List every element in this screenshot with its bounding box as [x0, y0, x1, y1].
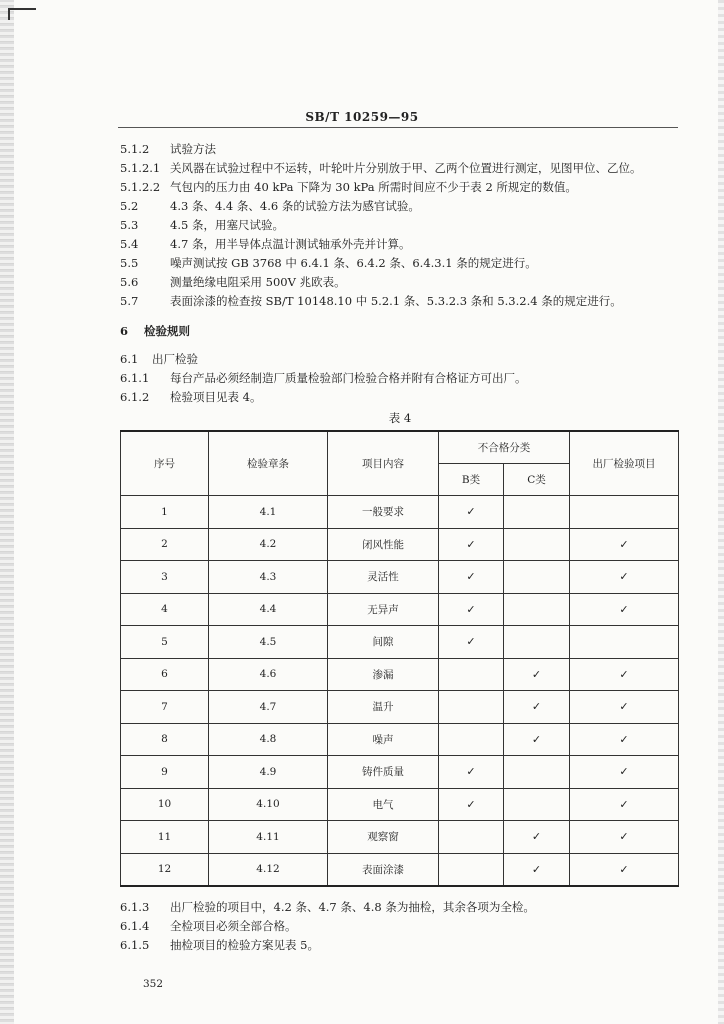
cell-b-check: ✓	[439, 528, 504, 561]
header-clause: 检验章条	[209, 431, 328, 496]
clause-number: 5.1.2	[120, 142, 150, 156]
cell-item: 铸件质量	[328, 756, 439, 789]
clause-number: 6.1.5	[120, 938, 150, 952]
table-row	[121, 626, 679, 659]
cell-seq: 2	[121, 528, 209, 561]
clause-text: 检验项目见表 4。	[170, 390, 262, 404]
cell-factory-check: ✓	[570, 658, 679, 691]
cell-item: 电气	[328, 788, 439, 821]
cell-seq: 5	[121, 626, 209, 659]
cell-b-check: ✓	[439, 626, 504, 659]
paragraph	[120, 237, 410, 251]
cell-b-check: ✓	[439, 561, 504, 594]
table-row	[121, 658, 679, 691]
cell-seq: 4	[121, 593, 209, 626]
page-header: SB/T 10259—95	[305, 110, 419, 124]
cell-b-check	[439, 658, 504, 691]
table-row	[121, 853, 679, 886]
cell-c-check	[504, 528, 570, 561]
table-row	[121, 561, 679, 594]
cell-seq: 12	[121, 853, 209, 886]
header-b-class: B类	[439, 464, 504, 496]
cell-c-check	[504, 756, 570, 789]
cell-seq: 10	[121, 788, 209, 821]
cell-b-check: ✓	[439, 788, 504, 821]
header-factory: 出厂检验项目	[570, 431, 679, 496]
header-seq: 序号	[121, 431, 209, 496]
cell-item: 噪声	[328, 723, 439, 756]
paragraph	[120, 938, 319, 952]
section-heading	[120, 324, 190, 338]
cell-factory-check: ✓	[570, 561, 679, 594]
cell-c-check: ✓	[504, 658, 570, 691]
scan-edge-left	[0, 0, 14, 1024]
table-row	[121, 821, 679, 854]
clause-number: 6.1.1	[120, 371, 150, 385]
table-row	[121, 496, 679, 529]
clause-text: 4.5 条，用塞尺试验。	[170, 218, 284, 232]
clause-number: 5.2	[120, 199, 139, 213]
clause-text: 全检项目必须全部合格。	[170, 919, 297, 933]
cell-seq: 11	[121, 821, 209, 854]
table-row	[121, 691, 679, 724]
cell-b-check	[439, 853, 504, 886]
cell-factory-check: ✓	[570, 723, 679, 756]
cell-clause: 4.9	[209, 756, 328, 789]
cell-c-check	[504, 496, 570, 529]
cell-clause: 4.10	[209, 788, 328, 821]
clause-number: 5.1.2.2	[120, 180, 161, 194]
subsection-title: 出厂检验	[152, 352, 198, 366]
cell-c-check: ✓	[504, 691, 570, 724]
clause-number: 5.1.2.1	[120, 161, 161, 175]
cell-b-check: ✓	[439, 593, 504, 626]
subsection-number: 6.1	[120, 352, 139, 366]
cell-c-check	[504, 561, 570, 594]
cell-factory-check: ✓	[570, 528, 679, 561]
cell-seq: 7	[121, 691, 209, 724]
cell-factory-check: ✓	[570, 593, 679, 626]
cell-c-check: ✓	[504, 853, 570, 886]
cell-b-check: ✓	[439, 756, 504, 789]
clause-number: 5.3	[120, 218, 139, 232]
cell-item: 温升	[328, 691, 439, 724]
section-title: 检验规则	[144, 324, 190, 338]
subsection-heading	[120, 352, 198, 366]
clause-text: 表面涂漆的检查按 SB/T 10148.10 中 5.2.1 条、5.3.2.3 条和 5.3.2.4 条的规定进行。	[170, 294, 622, 308]
cell-b-check	[439, 691, 504, 724]
cell-c-check: ✓	[504, 821, 570, 854]
cell-b-check	[439, 821, 504, 854]
section-number: 6	[120, 324, 129, 338]
header-c-class: C类	[504, 464, 570, 496]
paragraph	[120, 275, 346, 289]
scan-edge-right	[718, 0, 724, 1024]
cell-item: 观察窗	[328, 821, 439, 854]
clause-text: 关风器在试验过程中不运转，叶轮叶片分别放于甲、乙两个位置进行测定，见图甲位、乙位。	[170, 161, 642, 175]
cell-factory-check: ✓	[570, 821, 679, 854]
cell-item: 一般要求	[328, 496, 439, 529]
table-title: 表 4	[388, 411, 412, 425]
clause-text: 噪声测试按 GB 3768 中 6.4.1 条、6.4.2 条、6.4.3.1 条的规定进行。	[170, 256, 537, 270]
clause-text: 抽检项目的检验方案见表 5。	[170, 938, 319, 952]
cell-item: 间隙	[328, 626, 439, 659]
cell-clause: 4.6	[209, 658, 328, 691]
paragraph	[120, 142, 216, 156]
table-row	[121, 723, 679, 756]
page-number: 352	[143, 978, 164, 990]
clause-number: 5.4	[120, 237, 139, 251]
clause-text: 气包内的压力由 40 kPa 下降为 30 kPa 所需时间应不少于表 2 所规定的数值。	[170, 180, 577, 194]
cell-factory-check: ✓	[570, 788, 679, 821]
table-row	[121, 788, 679, 821]
cell-clause: 4.5	[209, 626, 328, 659]
paragraph	[120, 218, 284, 232]
clause-text: 测量绝缘电阻采用 500V 兆欧表。	[170, 275, 346, 289]
paragraph	[120, 900, 535, 914]
paragraph	[120, 256, 537, 270]
clause-text: 每台产品必须经制造厂质量检验部门检验合格并附有合格证方可出厂。	[170, 371, 527, 385]
paragraph	[120, 199, 420, 213]
cell-clause: 4.1	[209, 496, 328, 529]
table-row	[121, 528, 679, 561]
cell-seq: 3	[121, 561, 209, 594]
cell-clause: 4.4	[209, 593, 328, 626]
cell-item: 灵活性	[328, 561, 439, 594]
header-item: 项目内容	[328, 431, 439, 496]
cell-factory-check: ✓	[570, 853, 679, 886]
cell-c-check	[504, 593, 570, 626]
paragraph	[120, 294, 622, 308]
cell-clause: 4.2	[209, 528, 328, 561]
cell-clause: 4.7	[209, 691, 328, 724]
cell-factory-check	[570, 496, 679, 529]
clause-number: 5.7	[120, 294, 139, 308]
corner-crop-mark	[8, 8, 36, 20]
cell-b-check	[439, 723, 504, 756]
paragraph	[120, 371, 527, 385]
cell-c-check: ✓	[504, 723, 570, 756]
cell-seq: 1	[121, 496, 209, 529]
clause-text: 4.3 条、4.4 条、4.6 条的试验方法为感官试验。	[170, 199, 420, 213]
cell-item: 无异声	[328, 593, 439, 626]
clause-text: 4.7 条，用半导体点温计测试轴承外壳并计算。	[170, 237, 411, 251]
clause-number: 6.1.2	[120, 390, 150, 404]
cell-item: 闭风性能	[328, 528, 439, 561]
cell-item: 表面涂漆	[328, 853, 439, 886]
paragraph	[120, 161, 642, 175]
clause-number: 6.1.3	[120, 900, 150, 914]
cell-seq: 8	[121, 723, 209, 756]
paragraph	[120, 919, 297, 933]
cell-factory-check	[570, 626, 679, 659]
cell-clause: 4.3	[209, 561, 328, 594]
cell-factory-check: ✓	[570, 691, 679, 724]
paragraph	[120, 390, 261, 404]
cell-clause: 4.8	[209, 723, 328, 756]
clause-text: 出厂检验的项目中，4.2 条、4.7 条、4.8 条为抽检，其余各项为全检。	[170, 900, 535, 914]
cell-item: 渗漏	[328, 658, 439, 691]
cell-b-check: ✓	[439, 496, 504, 529]
table-row	[121, 756, 679, 789]
cell-c-check	[504, 626, 570, 659]
header-nonconform: 不合格分类	[439, 431, 570, 464]
clause-number: 5.5	[120, 256, 139, 270]
clause-number: 6.1.4	[120, 919, 150, 933]
paragraph	[120, 180, 577, 194]
cell-factory-check: ✓	[570, 756, 679, 789]
cell-c-check	[504, 788, 570, 821]
clause-text: 试验方法	[170, 142, 216, 156]
cell-clause: 4.12	[209, 853, 328, 886]
inspection-table	[120, 430, 679, 887]
clause-number: 5.6	[120, 275, 139, 289]
cell-seq: 6	[121, 658, 209, 691]
table-row	[121, 593, 679, 626]
cell-clause: 4.11	[209, 821, 328, 854]
cell-seq: 9	[121, 756, 209, 789]
header-rule	[118, 127, 678, 128]
